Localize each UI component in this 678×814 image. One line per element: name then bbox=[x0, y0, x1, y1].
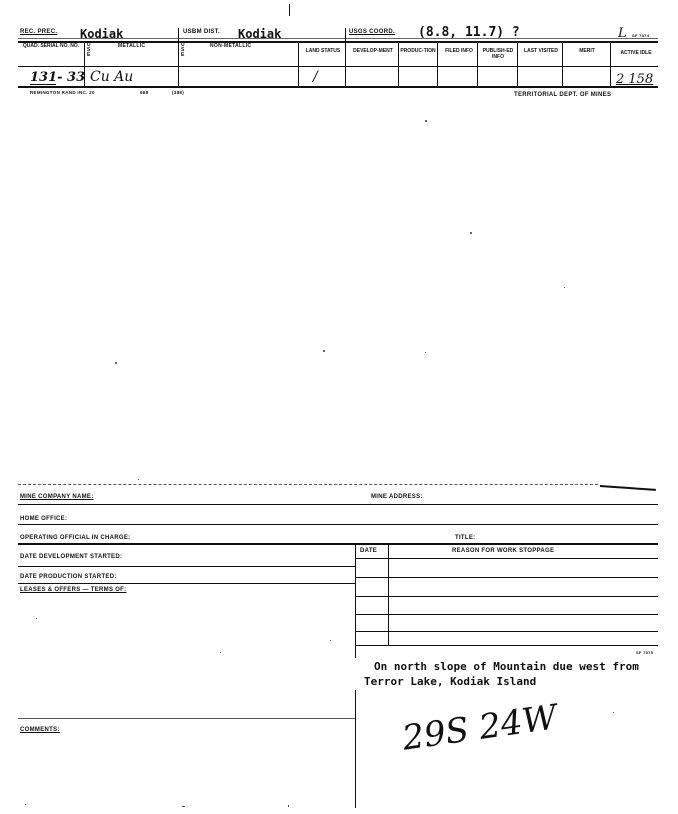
rule bbox=[355, 614, 658, 615]
location-line-1: On north slope of Mountain due west from bbox=[374, 660, 639, 673]
rule bbox=[355, 577, 658, 578]
col-use-letters: U S E bbox=[87, 42, 91, 58]
rule bbox=[18, 583, 355, 584]
rule bbox=[477, 41, 478, 86]
card-edge-right bbox=[600, 485, 656, 491]
rec-prec-value: Kodiak bbox=[80, 27, 124, 41]
rule bbox=[355, 558, 658, 559]
active-idle-value: 2 158 bbox=[616, 72, 654, 87]
col-land-status: LAND STATUS bbox=[305, 48, 341, 54]
scan-speck bbox=[36, 618, 37, 619]
rule bbox=[610, 41, 611, 86]
prod-started-label: DATE PRODUCTION STARTED: bbox=[20, 574, 117, 580]
rule bbox=[355, 631, 658, 632]
scan-speck bbox=[288, 805, 289, 807]
quad-serial-value: 131- 33 bbox=[30, 70, 86, 85]
comments-label: COMMENTS: bbox=[20, 727, 60, 733]
scan-speck bbox=[25, 804, 26, 805]
metallic-value: Cu Au bbox=[90, 69, 134, 85]
agency-label: TERRITORIAL DEPT. OF MINES bbox=[514, 92, 612, 98]
form-number-bottom: SF 7875 bbox=[636, 650, 654, 655]
scan-speck bbox=[330, 640, 331, 641]
handwritten-note: 29S 24W bbox=[399, 697, 560, 759]
scan-speck bbox=[220, 652, 221, 653]
rule bbox=[18, 504, 658, 505]
col-use-letters-nm: U S E bbox=[181, 42, 185, 58]
rule bbox=[388, 545, 389, 645]
rule bbox=[18, 566, 355, 567]
rule bbox=[355, 690, 356, 808]
usbm-dist-label: USBM DIST. bbox=[183, 29, 221, 35]
leases-label: LEASES & OFFERS — TERMS OF: bbox=[20, 587, 127, 593]
rule bbox=[355, 645, 658, 646]
col-metallic: METALLIC bbox=[118, 43, 146, 49]
title-label: TITLE: bbox=[455, 535, 476, 541]
rule bbox=[562, 41, 563, 86]
dev-started-label: DATE DEVELOPMENT STARTED: bbox=[20, 554, 123, 560]
col-filed-info: FILED INFO bbox=[445, 48, 473, 54]
rule bbox=[18, 718, 355, 719]
col-production: PRODUC-TION bbox=[400, 48, 436, 54]
corner-mark: L bbox=[618, 26, 627, 41]
mine-company-label: MINE COMPANY NAME: bbox=[20, 494, 94, 500]
col-active-idle: ACTIVE IDLE bbox=[620, 50, 652, 56]
rule bbox=[178, 28, 179, 86]
col-quad-serial: QUAD. SERIAL NO. NO. bbox=[22, 43, 80, 49]
home-office-label: HOME OFFICE: bbox=[20, 516, 68, 522]
reason-label: REASON FOR WORK STOPPAGE bbox=[452, 548, 555, 554]
col-merit: MERIT bbox=[579, 48, 595, 54]
rule bbox=[355, 596, 658, 597]
printer-line: REMINGTON RAND INC. 20 bbox=[30, 90, 95, 95]
top-tick bbox=[289, 4, 290, 16]
usbm-dist-value: Kodiak bbox=[238, 27, 282, 41]
usgs-coord-label: USGS COORD. bbox=[349, 29, 395, 35]
rule bbox=[398, 41, 399, 86]
col-development: DEVELOP-MENT bbox=[353, 48, 393, 54]
mine-address-label: MINE ADDRESS: bbox=[371, 494, 423, 500]
usgs-coord-value: (8.8, 11.7) ? bbox=[418, 25, 520, 40]
location-line-2: Terror Lake, Kodiak Island bbox=[364, 675, 537, 688]
rule bbox=[355, 545, 356, 658]
scan-speck bbox=[182, 806, 185, 807]
form-number-top: SF 7874 bbox=[632, 33, 650, 38]
col-nonmetallic: NON-METALLIC bbox=[210, 43, 252, 49]
rule bbox=[345, 28, 346, 86]
scan-speck bbox=[613, 712, 614, 713]
card-edge bbox=[18, 484, 598, 485]
printer-code-1: 688 bbox=[140, 90, 149, 95]
rule bbox=[18, 524, 658, 525]
operating-official-label: OPERATING OFFICIAL IN CHARGE: bbox=[20, 535, 131, 541]
land-status-mark: / bbox=[313, 69, 318, 85]
rule bbox=[517, 41, 518, 86]
rule bbox=[437, 41, 438, 86]
col-published-info: PUBLISH-ED INFO bbox=[482, 48, 514, 60]
rec-prec-label: REC. PREC. bbox=[20, 29, 58, 35]
rule bbox=[18, 543, 658, 545]
underline bbox=[30, 84, 56, 85]
rule bbox=[18, 86, 658, 88]
col-last-visited: LAST VISITED bbox=[524, 48, 558, 54]
rule bbox=[298, 41, 299, 86]
printer-code-2: (388) bbox=[172, 90, 185, 95]
date-label: DATE bbox=[360, 548, 378, 554]
